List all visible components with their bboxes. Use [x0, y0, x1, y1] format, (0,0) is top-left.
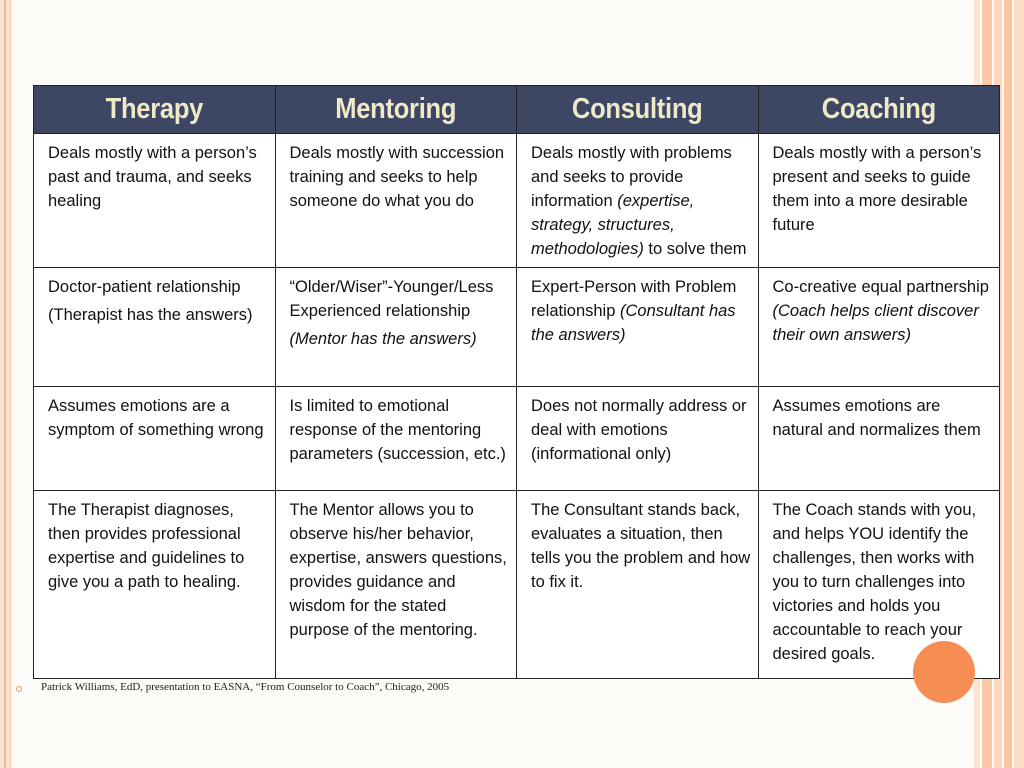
- cell-consulting-emotions: Does not normally address or deal with emotions (informational only): [517, 387, 759, 491]
- cell-coaching-focus: Deals mostly with a person’s present and seeks to guide them into a more desirable future: [758, 134, 1000, 268]
- cell-mentoring-process: The Mentor allows you to observe his/her behavior, expertise, answers questions, provides guidance and wisdom for the stated purpose of the mentoring.: [275, 491, 517, 679]
- bullet-icon: [16, 686, 22, 692]
- cell-therapy-emotions: Assumes emotions are a symptom of something wrong: [34, 387, 276, 491]
- right-decorative-stripe: [1004, 0, 1012, 768]
- cell-coaching-process: The Coach stands with you, and helps YOU identify the challenges, then works with you to turn challenges into victories and holds you accountable to reach your desired goals.: [758, 491, 1000, 679]
- cell-mentoring-emotions: Is limited to emotional response of the mentoring parameters (succession, etc.): [275, 387, 517, 491]
- header-coaching: Coaching: [758, 86, 1000, 134]
- right-decorative-stripe: [1014, 0, 1024, 768]
- cell-mentoring-focus: Deals mostly with succession training and seeks to help someone do what you do: [275, 134, 517, 268]
- table-row: [34, 268, 1000, 387]
- comparison-table: [33, 85, 1000, 679]
- cell-consulting-focus: Deals mostly with problems and seeks to provide information (expertise, strategy, structures, methodologies) to solve them: [517, 134, 759, 268]
- cell-mentoring-relationship: “Older/Wiser”-Younger/Less Experienced relationship (Mentor has the answers): [275, 268, 517, 387]
- header-therapy: Therapy: [34, 86, 276, 134]
- cell-therapy-relationship: Doctor-patient relationship (Therapist has the answers): [34, 268, 276, 387]
- table-row: [34, 134, 1000, 268]
- header-mentoring: Mentoring: [275, 86, 517, 134]
- cell-coaching-emotions: Assumes emotions are natural and normalizes them: [758, 387, 1000, 491]
- header-row: [34, 86, 1000, 134]
- cell-coaching-relationship: Co-creative equal partnership (Coach helps client discover their own answers): [758, 268, 1000, 387]
- citation-footer: Patrick Williams, EdD, presentation to EASNA, “From Counselor to Coach”, Chicago, 2005: [41, 681, 450, 693]
- cell-therapy-process: The Therapist diagnoses, then provides professional expertise and guidelines to give you a path to healing.: [34, 491, 276, 679]
- decorative-circle: [913, 641, 975, 703]
- cell-consulting-relationship: Expert-Person with Problem relationship (Consultant has the answers): [517, 268, 759, 387]
- header-consulting: Consulting: [517, 86, 759, 134]
- table-row: [34, 387, 1000, 491]
- table-row: [34, 491, 1000, 679]
- cell-consulting-process: The Consultant stands back, evaluates a situation, then tells you the problem and how to fix it.: [517, 491, 759, 679]
- cell-therapy-focus: Deals mostly with a person’s past and trauma, and seeks healing: [34, 134, 276, 268]
- left-decorative-stripe: [0, 0, 11, 768]
